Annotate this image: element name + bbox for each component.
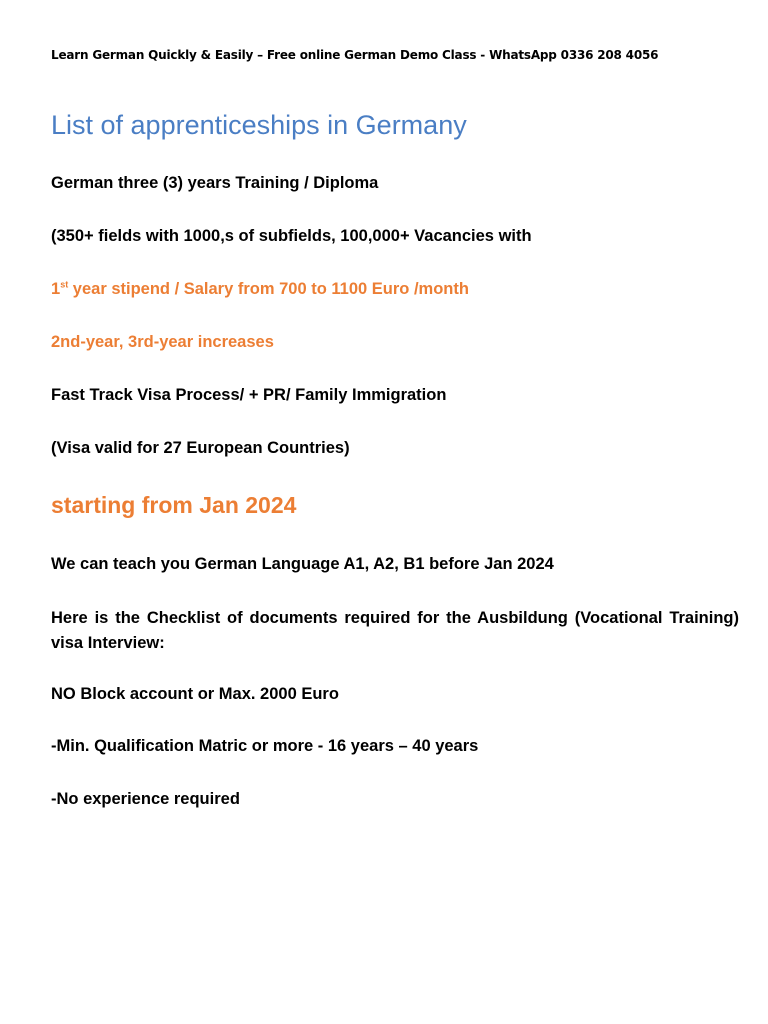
visa-process-line: Fast Track Visa Process/ + PR/ Family Immigration	[51, 386, 447, 404]
page-title: List of apprenticeships in Germany	[51, 110, 467, 140]
header-promo-line: Learn German Quickly & Easily – Free online German Demo Class - WhatsApp 0336 208 4056	[51, 48, 659, 62]
qualification-line: -Min. Qualification Matric or more - 16 years – 40 years	[51, 737, 479, 755]
visa-valid-line: (Visa valid for 27 European Countries)	[51, 439, 350, 457]
stipend-suffix: st	[60, 279, 69, 290]
block-account-line: NO Block account or Max. 2000 Euro	[51, 685, 339, 703]
stipend-line	[51, 280, 469, 299]
fields-line: (350+ fields with 1000,s of subfields, 100,000+ Vacancies with	[51, 227, 532, 245]
starting-date-heading: starting from Jan 2024	[51, 492, 297, 518]
experience-line: -No experience required	[51, 790, 240, 808]
stipend-text: year stipend / Salary from 700 to 1100 Euro /month	[68, 280, 469, 298]
stipend-number: 1	[51, 280, 61, 298]
increases-line: 2nd-year, 3rd-year increases	[51, 333, 274, 351]
teach-line: We can teach you German Language A1, A2, B1 before Jan 2024	[51, 555, 554, 573]
training-line: German three (3) years Training / Diploma	[51, 174, 379, 192]
checklist-paragraph: Here is the Checklist of documents required for the Ausbildung (Vocational Training) visa Interview:	[51, 609, 739, 652]
